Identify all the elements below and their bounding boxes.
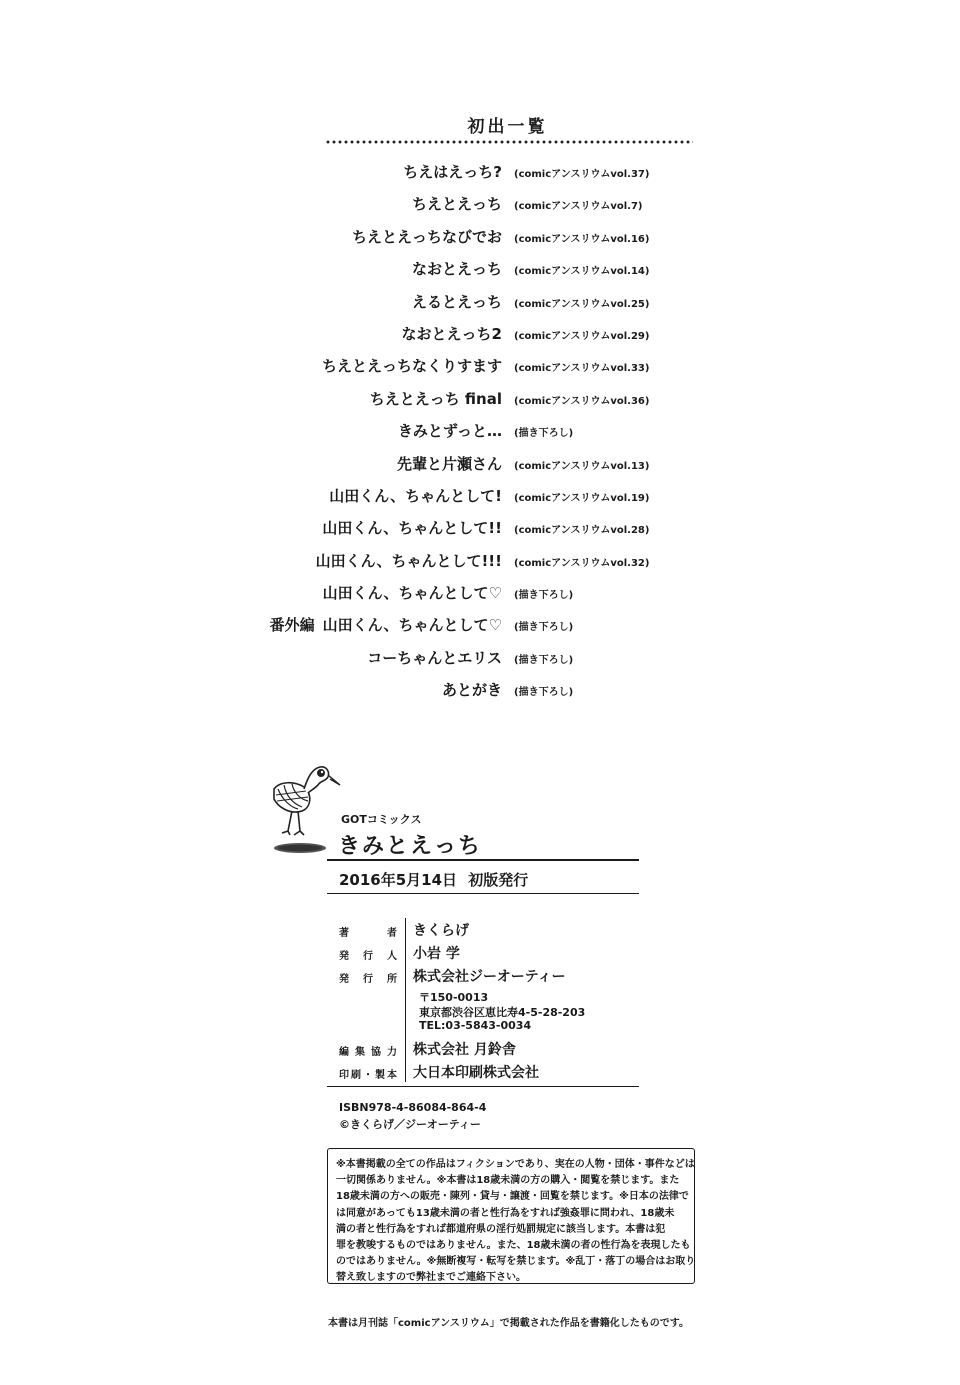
toc-entry-title-text: あとがき — [441, 681, 502, 700]
footer-note: 本書は月刊誌「comicアンスリウム」で掲載された作品を書籍化したものです。 — [328, 1318, 689, 1329]
toc-entry — [0, 511, 960, 543]
editing-company: 株式会社 月鈴舎 — [413, 1042, 516, 1058]
credits-top-rule — [327, 893, 639, 894]
title-rule — [327, 859, 639, 861]
toc-entry-title — [442, 679, 502, 700]
printing-company: 大日本印刷株式会社 — [413, 1065, 539, 1081]
toc-entry-title-text: 先輩と片瀬さん — [396, 454, 502, 473]
toc-entry-title-text: 山田くん、ちゃんとして! — [329, 486, 502, 505]
edition-label: 初版発行 — [468, 871, 529, 889]
toc-entry-title-text: ちえとえっち final — [369, 389, 502, 408]
toc-entry-title-text: ちえとえっちなくりすます — [321, 357, 502, 376]
legal-notice-box — [327, 1148, 695, 1284]
toc-entry — [0, 349, 960, 381]
toc-entry-source: (comicアンスリウムvol.32) — [514, 557, 650, 569]
credits-vertical-divider — [405, 918, 406, 1082]
notice-line: 罪を教唆するものではありません。また、18歳未満の者の性行為を表現したも — [336, 1240, 691, 1252]
toc-entry-title — [322, 355, 502, 376]
printing-label: 印刷・製本 — [339, 1070, 397, 1081]
toc-entry-title — [403, 161, 502, 182]
toc-entry-prefix: 番外編 — [269, 616, 315, 635]
toc-entry-source: (描き下ろし) — [514, 428, 574, 440]
author-name: きくらげ — [413, 923, 469, 939]
toc-entry-source: (comicアンスリウムvol.37) — [514, 169, 650, 180]
toc-entry-title — [412, 193, 502, 214]
toc-entry — [0, 447, 960, 479]
dotted-divider — [325, 140, 693, 144]
toc-entry-title — [398, 420, 502, 441]
toc-entry-title — [397, 453, 502, 474]
toc-entry-title-text: 山田くん、ちゃんとして♡ — [322, 584, 502, 603]
notice-line: のではありません。※無断複写・転写を禁じます。※乱丁・落丁の場合はお取り — [336, 1256, 696, 1268]
toc-entry-source: (comicアンスリウムvol.19) — [514, 492, 650, 504]
series-name: GOTコミックス — [341, 813, 422, 826]
toc-list — [0, 155, 960, 706]
toc-entry-title — [367, 647, 502, 668]
toc-entry — [0, 155, 960, 187]
copyright: ©きくらげ／ジーオーティー — [339, 1118, 481, 1131]
toc-entry — [0, 285, 960, 317]
toc-entry — [0, 479, 960, 511]
toc-entry-source: (comicアンスリウムvol.33) — [514, 363, 650, 375]
publisher-name: 株式会社ジーオーティー — [413, 969, 566, 985]
toc-entry — [0, 187, 960, 219]
toc-entry — [0, 414, 960, 446]
author-label: 著者 — [339, 928, 397, 939]
credits-bottom-rule — [327, 1086, 639, 1087]
toc-entry — [0, 252, 960, 284]
toc-entry-title — [329, 485, 502, 506]
toc-entry-title-text: なおとえっち2 — [401, 324, 502, 343]
notice-line: は同意があっても13歳未満の者と性行為をすれば強姦罪に問われ、18歳未 — [336, 1207, 675, 1219]
toc-entry-title — [352, 226, 502, 247]
toc-entry-title — [402, 323, 502, 344]
toc-entry-source: (comicアンスリウムvol.29) — [514, 330, 650, 342]
telephone: TEL:03-5843-0034 — [419, 1019, 532, 1032]
toc-entry-title — [323, 582, 502, 603]
toc-entry-title — [412, 291, 502, 312]
toc-entry-source: (comicアンスリウムvol.16) — [514, 233, 650, 245]
toc-entry-source: (描き下ろし) — [514, 590, 574, 602]
toc-entry-title-text: なおとえっち — [411, 260, 502, 279]
toc-entry-title-text: 山田くん、ちゃんとして♡ — [322, 616, 502, 635]
editing-label: 編集協力 — [339, 1047, 397, 1058]
toc-entry-title — [270, 614, 502, 635]
toc-entry — [0, 220, 960, 252]
toc-entry-title — [322, 517, 502, 538]
publisher-label: 発行所 — [339, 974, 397, 985]
postal-code: 〒150-0013 — [419, 991, 489, 1004]
toc-entry — [0, 673, 960, 705]
notice-line: 一切関係ありません。※本書は18歳未満の方の購入・閲覧を禁じます。また — [336, 1175, 680, 1187]
toc-entry — [0, 641, 960, 673]
toc-entry-source: (描き下ろし) — [514, 622, 574, 634]
toc-entry-title-text: コーちゃんとエリス — [367, 648, 502, 667]
toc-entry — [0, 608, 960, 640]
toc-entry-source: (描き下ろし) — [514, 687, 574, 699]
publication-date: 2016年5月14日 — [339, 871, 458, 889]
publication-date-line — [339, 869, 528, 890]
toc-entry-source: (描き下ろし) — [514, 654, 574, 666]
publisher-person-name: 小岩 学 — [413, 946, 460, 962]
toc-entry-source: (comicアンスリウムvol.36) — [514, 395, 650, 407]
book-title: きみとえっち — [338, 834, 483, 859]
toc-entry-title-text: 山田くん、ちゃんとして!!! — [315, 551, 502, 570]
toc-entry-title-text: ちえはえっち? — [403, 163, 502, 181]
toc-entry — [0, 544, 960, 576]
toc-heading: 初出一覧 — [467, 117, 548, 137]
toc-entry-title — [412, 258, 502, 279]
toc-entry-source: (comicアンスリウムvol.7) — [514, 201, 643, 213]
toc-entry-title-text: 山田くん、ちゃんとして!! — [322, 519, 502, 538]
toc-entry-title-text: きみとずっと… — [397, 422, 502, 441]
toc-entry-title-text: ちえとえっちなびでお — [351, 227, 502, 246]
notice-line: 18歳未満の方への販売・陳列・貸与・譲渡・回覧を禁じます。※日本の法律で — [336, 1191, 689, 1203]
toc-entry-title-text: えるとえっち — [411, 292, 502, 311]
address: 東京都渋谷区恵比寿4-5-28-203 — [419, 1006, 586, 1019]
notice-line: ※本書掲載の全ての作品はフィクションであり、実在の人物・団体・事件などは — [336, 1159, 695, 1170]
toc-entry-source: (comicアンスリウムvol.28) — [514, 525, 650, 537]
isbn: ISBN978-4-86084-864-4 — [339, 1101, 487, 1114]
toc-entry-source: (comicアンスリウムvol.25) — [514, 298, 650, 310]
toc-entry — [0, 382, 960, 414]
toc-entry-title-text: ちえとえっち — [411, 195, 502, 214]
toc-entry — [0, 576, 960, 608]
publisher-person-label: 発行人 — [339, 951, 397, 962]
toc-entry — [0, 317, 960, 349]
toc-entry-source: (comicアンスリウムvol.13) — [514, 460, 650, 472]
bird-logo-icon — [268, 755, 344, 855]
toc-entry-source: (comicアンスリウムvol.14) — [514, 266, 650, 278]
notice-line: 満の者と性行為をすれば都道府県の淫行処罰規定に該当します。本書は犯 — [336, 1223, 666, 1235]
notice-line: 替え致しますので弊社までご連絡下さい。 — [336, 1272, 526, 1284]
toc-entry-title — [370, 388, 502, 409]
toc-entry-title — [316, 550, 502, 571]
